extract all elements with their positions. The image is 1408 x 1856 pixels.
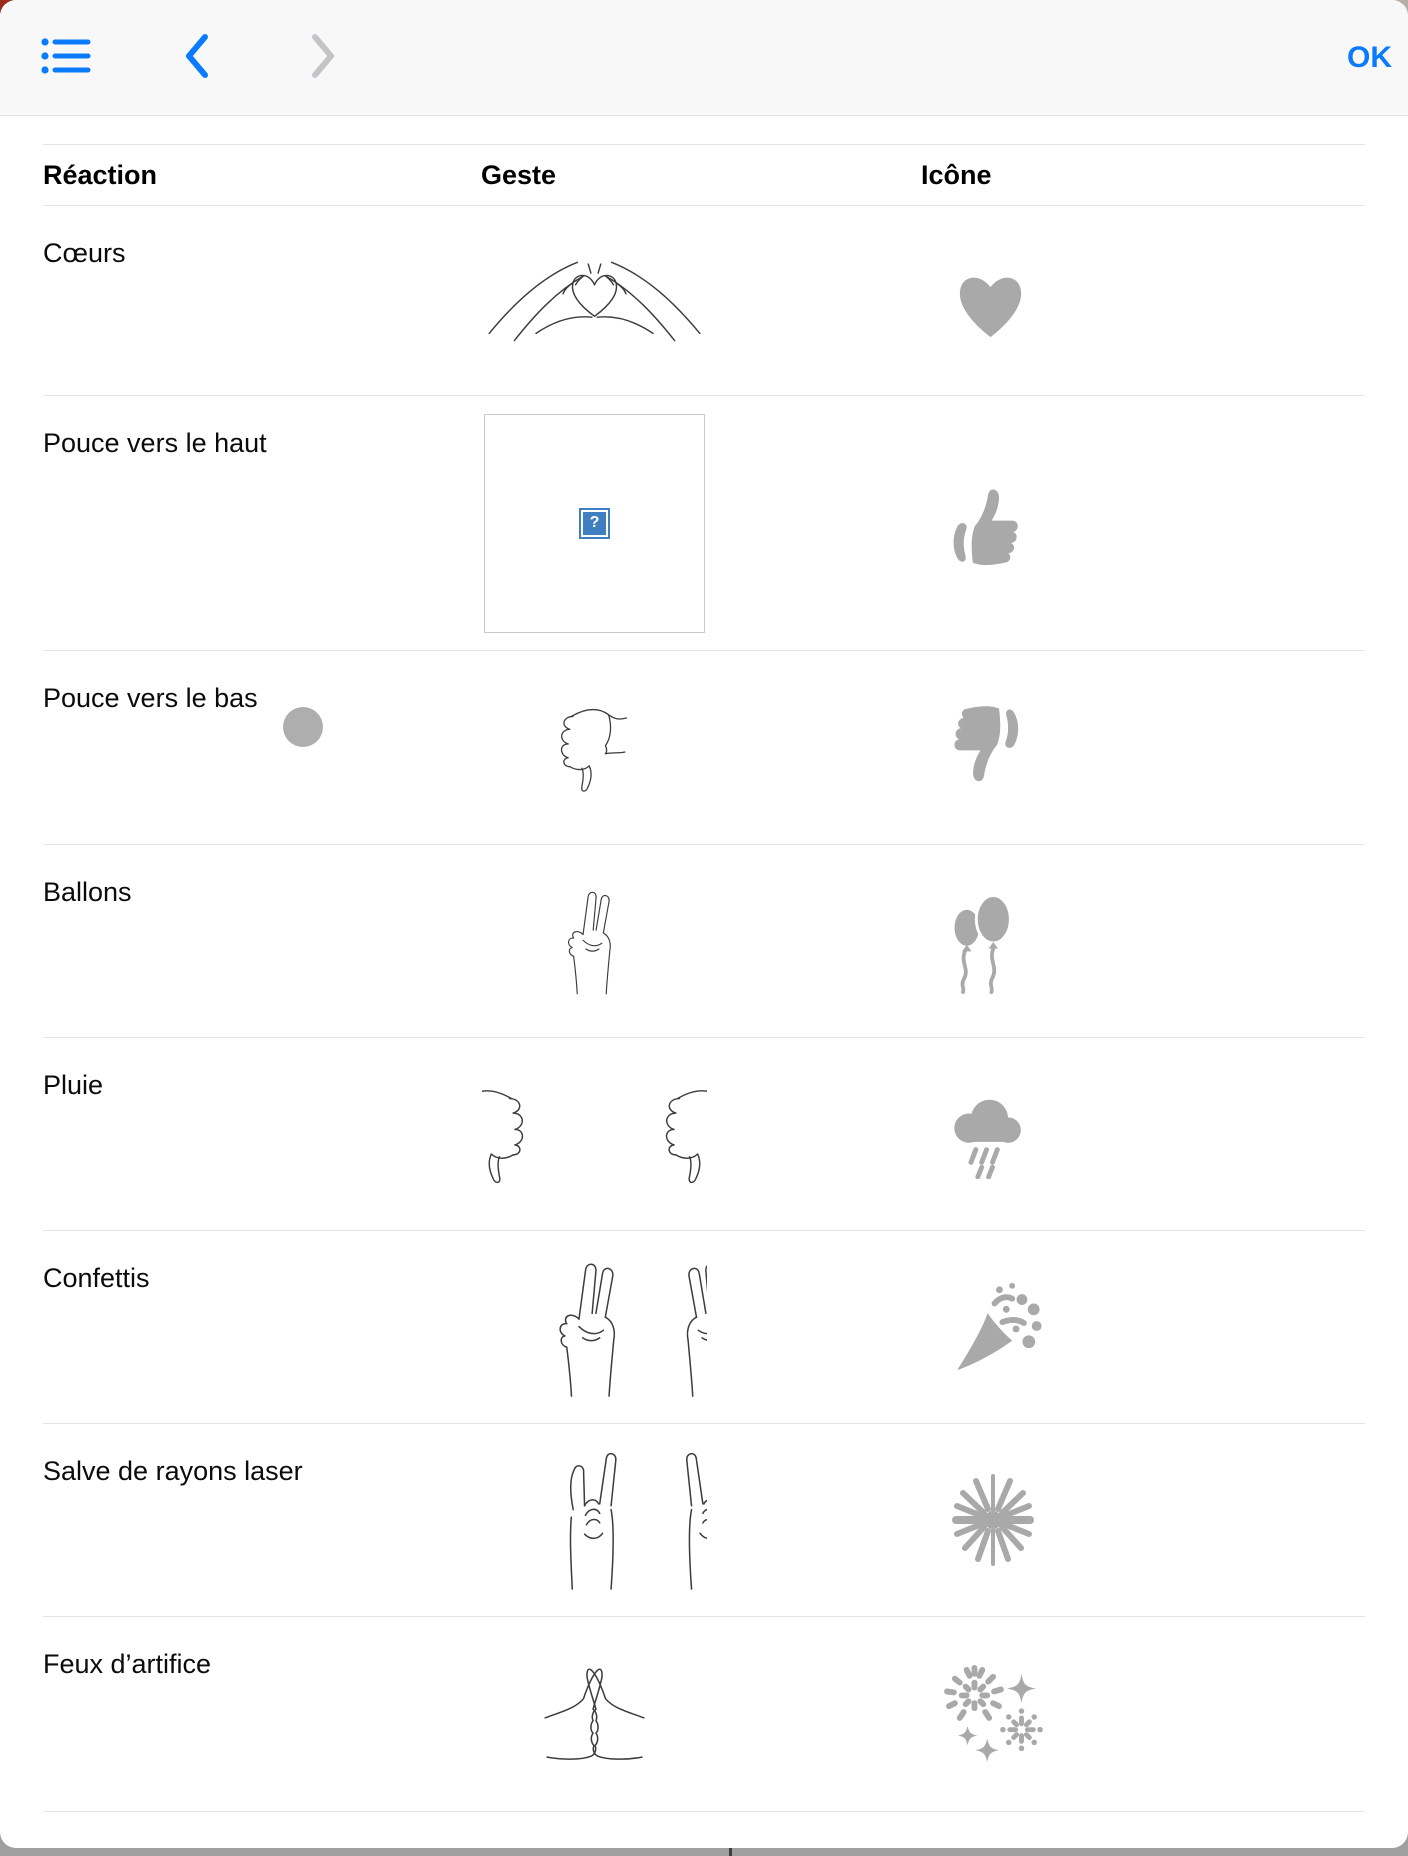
reaction-label: Pouce vers le bas xyxy=(43,683,258,713)
reaction-label: Cœurs xyxy=(43,238,126,268)
thumbs-down-gesture-image xyxy=(552,698,637,798)
ok-button[interactable]: OK xyxy=(1347,40,1392,74)
gray-dot xyxy=(283,707,323,747)
reaction-label: Salve de rayons laser xyxy=(43,1456,303,1486)
fireworks-icon xyxy=(943,1665,1051,1763)
rain-cloud-icon xyxy=(943,1089,1037,1179)
two-victory-gesture-image xyxy=(482,1257,707,1398)
party-popper-icon xyxy=(943,1278,1047,1376)
missing-image-placeholder xyxy=(484,414,705,633)
table-row xyxy=(43,651,1365,845)
header-gesture: Geste xyxy=(481,159,557,190)
table-row xyxy=(43,1617,1365,1812)
thumbs-down-icon xyxy=(943,704,1031,792)
table-row xyxy=(43,1038,1365,1231)
table-row xyxy=(43,1424,1365,1617)
two-thumbs-up-gesture-image xyxy=(482,1662,707,1767)
table-row xyxy=(43,845,1365,1038)
table-row xyxy=(43,1231,1365,1424)
help-content-scroll[interactable] xyxy=(0,144,1408,1832)
thumbs-up-icon xyxy=(943,478,1027,568)
reaction-label: Feux d’artifice xyxy=(43,1649,212,1679)
header-reaction: Réaction xyxy=(43,159,158,190)
table-of-contents-button[interactable] xyxy=(40,37,92,78)
table-row xyxy=(43,396,1365,651)
chevron-back-icon xyxy=(184,34,210,81)
split-view-divider[interactable] xyxy=(729,1848,732,1856)
header-icon: Icône xyxy=(921,159,992,190)
reaction-label: Confettis xyxy=(43,1263,150,1293)
table-row xyxy=(43,206,1365,396)
victory-gesture-image xyxy=(557,871,633,1011)
balloons-icon xyxy=(943,888,1019,994)
laser-burst-icon xyxy=(943,1472,1043,1568)
navigation-bar xyxy=(0,0,1408,116)
heart-icon xyxy=(943,260,1038,342)
two-thumbs-down-gesture-image xyxy=(482,1084,707,1184)
forward-button[interactable] xyxy=(310,34,336,81)
two-horns-gesture-image xyxy=(482,1449,707,1591)
reaction-label: Pluie xyxy=(43,1070,104,1100)
chevron-forward-icon xyxy=(310,34,336,81)
back-button[interactable] xyxy=(184,34,210,81)
reaction-label: Ballons xyxy=(43,877,132,907)
reaction-label: Pouce vers le haut xyxy=(43,428,267,458)
broken-image-icon: ? xyxy=(579,508,610,539)
list-bullet-icon xyxy=(40,37,92,78)
heart-hands-gesture-image xyxy=(482,256,707,346)
table-header xyxy=(43,144,1365,206)
